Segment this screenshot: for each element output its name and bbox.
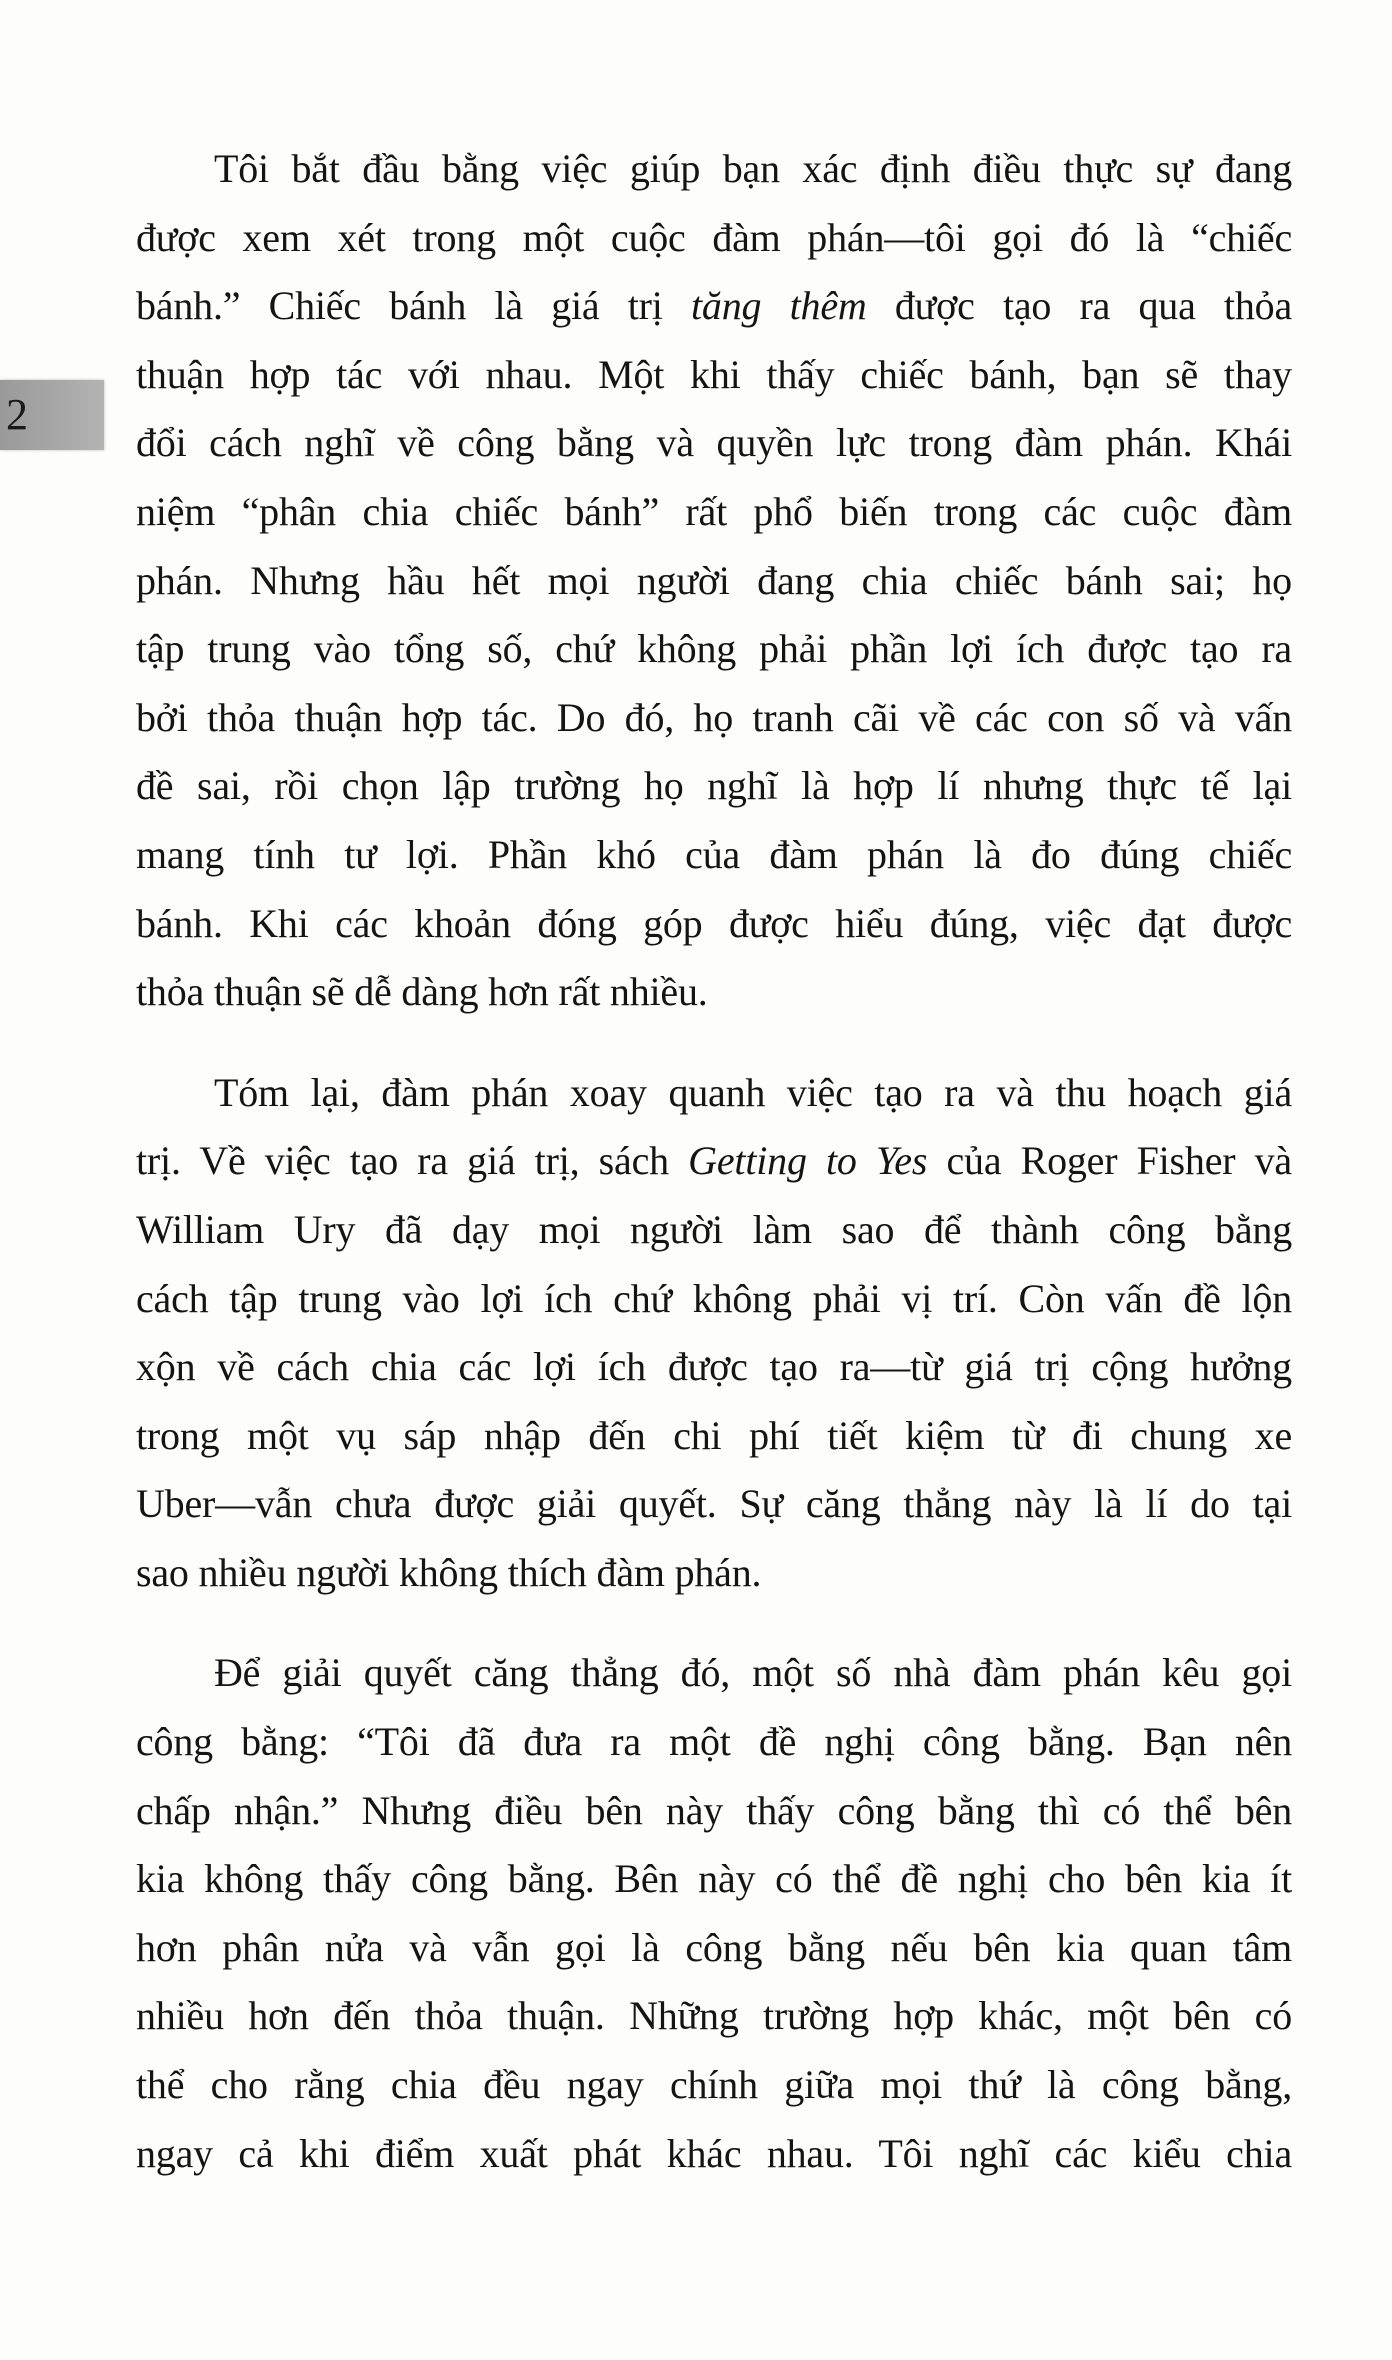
text-segment: bánh. Khi các khoản đóng góp được hiểu đúng, việc đạt được	[136, 900, 1292, 946]
text-segment: Uber—vẫn chưa được giải quyết. Sự căng thẳng này là lí do tại	[136, 1481, 1292, 1527]
text-line	[136, 1639, 1292, 1708]
page-number-tab	[0, 380, 104, 450]
text-segment: thuận hợp tác với nhau. Một khi thấy chiếc bánh, bạn sẽ thay	[136, 351, 1292, 397]
text-line	[136, 1539, 1292, 1608]
text-line	[136, 1914, 1292, 1983]
text-segment: kia không thấy công bằng. Bên này có thể đề nghị cho bên kia ít	[136, 1856, 1292, 1902]
text-line	[136, 2051, 1292, 2120]
text-line	[136, 204, 1292, 273]
text-segment: bánh.” Chiếc bánh là giá trị	[136, 283, 692, 329]
text-segment: chấp nhận.” Nhưng điều bên này thấy công bằng thì có thể bên	[136, 1787, 1292, 1833]
text-segment: phán. Nhưng hầu hết mọi người đang chia chiếc bánh sai; họ	[136, 557, 1292, 603]
text-line	[136, 958, 1292, 1027]
text-line	[136, 890, 1292, 959]
text-segment: trong một vụ sáp nhập đến chi phí tiết kiệm từ đi chung xe	[136, 1412, 1292, 1458]
text-segment: được xem xét trong một cuộc đàm phán—tôi gọi đó là “chiếc	[136, 214, 1292, 260]
text-line	[136, 1845, 1292, 1914]
text-line	[136, 1333, 1292, 1402]
text-line	[136, 1402, 1292, 1471]
text-segment: William Ury đã dạy mọi người làm sao để thành công bằng	[136, 1206, 1292, 1252]
text-segment: Tôi bắt đầu bằng việc giúp bạn xác định điều thực sự đang	[214, 146, 1292, 191]
text-line	[136, 1127, 1292, 1196]
text-line	[136, 1470, 1292, 1539]
text-segment: được tạo ra qua thỏa	[866, 283, 1292, 329]
text-segment: niệm “phân chia chiếc bánh” rất phổ biến trong các cuộc đàm	[136, 488, 1292, 534]
text-line	[136, 1059, 1292, 1128]
text-segment: trị. Về việc tạo ra giá trị, sách	[136, 1138, 689, 1184]
text-segment: ngay cả khi điểm xuất phát khác nhau. Tôi nghĩ các kiểu chia	[136, 2130, 1292, 2176]
text-segment: sao nhiều người không thích đàm phán.	[136, 1549, 762, 1595]
text-line	[136, 272, 1292, 341]
text-line	[136, 615, 1292, 684]
text-segment: đề sai, rồi chọn lập trường họ nghĩ là hợp lí nhưng thực tế lại	[136, 763, 1292, 809]
text-segment: bởi thỏa thuận hợp tác. Do đó, họ tranh cãi về các con số và vấn	[136, 694, 1292, 740]
paragraph	[136, 1639, 1292, 2188]
text-line	[136, 1777, 1292, 1846]
text-line	[136, 1265, 1292, 1334]
text-segment: của Roger Fisher và	[927, 1138, 1292, 1184]
text-segment: nhiều hơn đến thỏa thuận. Những trường hợp khác, một bên có	[136, 1993, 1292, 2039]
text-segment: thể cho rằng chia đều ngay chính giữa mọi thứ là công bằng,	[136, 2062, 1292, 2108]
text-line	[136, 1982, 1292, 2051]
text-line	[136, 752, 1292, 821]
paragraph	[136, 1059, 1292, 1608]
text-line	[136, 478, 1292, 547]
text-segment: Để giải quyết căng thẳng đó, một số nhà đàm phán kêu gọi	[214, 1650, 1292, 1696]
text-line	[136, 135, 1292, 204]
book-body-text	[136, 135, 1292, 2188]
text-segment: tập trung vào tổng số, chứ không phải phần lợi ích được tạo ra	[136, 626, 1292, 672]
page-number: 2	[6, 390, 28, 439]
text-segment: Tóm lại, đàm phán xoay quanh việc tạo ra và thu hoạch giá	[214, 1069, 1292, 1115]
text-line	[136, 684, 1292, 753]
text-segment: mang tính tư lợi. Phần khó của đàm phán là đo đúng chiếc	[136, 831, 1292, 877]
italic-title-text: tăng thêm	[691, 283, 867, 329]
text-segment: hơn phân nửa và vẫn gọi là công bằng nếu bên kia quan tâm	[136, 1924, 1292, 1970]
text-line	[136, 1196, 1292, 1265]
text-line	[136, 821, 1292, 890]
text-line	[136, 547, 1292, 616]
text-segment: đổi cách nghĩ về công bằng và quyền lực trong đàm phán. Khái	[136, 420, 1292, 466]
text-line	[136, 341, 1292, 410]
italic-title-text: Getting to Yes	[688, 1138, 928, 1184]
text-line	[136, 1708, 1292, 1777]
text-segment: cách tập trung vào lợi ích chứ không phải vị trí. Còn vấn đề lộn	[136, 1275, 1292, 1321]
text-line	[136, 409, 1292, 478]
text-segment: công bằng: “Tôi đã đưa ra một đề nghị công bằng. Bạn nên	[136, 1719, 1292, 1765]
paragraph	[136, 135, 1292, 1027]
text-line	[136, 2120, 1292, 2189]
text-segment: thỏa thuận sẽ dễ dàng hơn rất nhiều.	[136, 969, 708, 1015]
text-segment: xộn về cách chia các lợi ích được tạo ra—từ giá trị cộng hưởng	[136, 1344, 1292, 1390]
